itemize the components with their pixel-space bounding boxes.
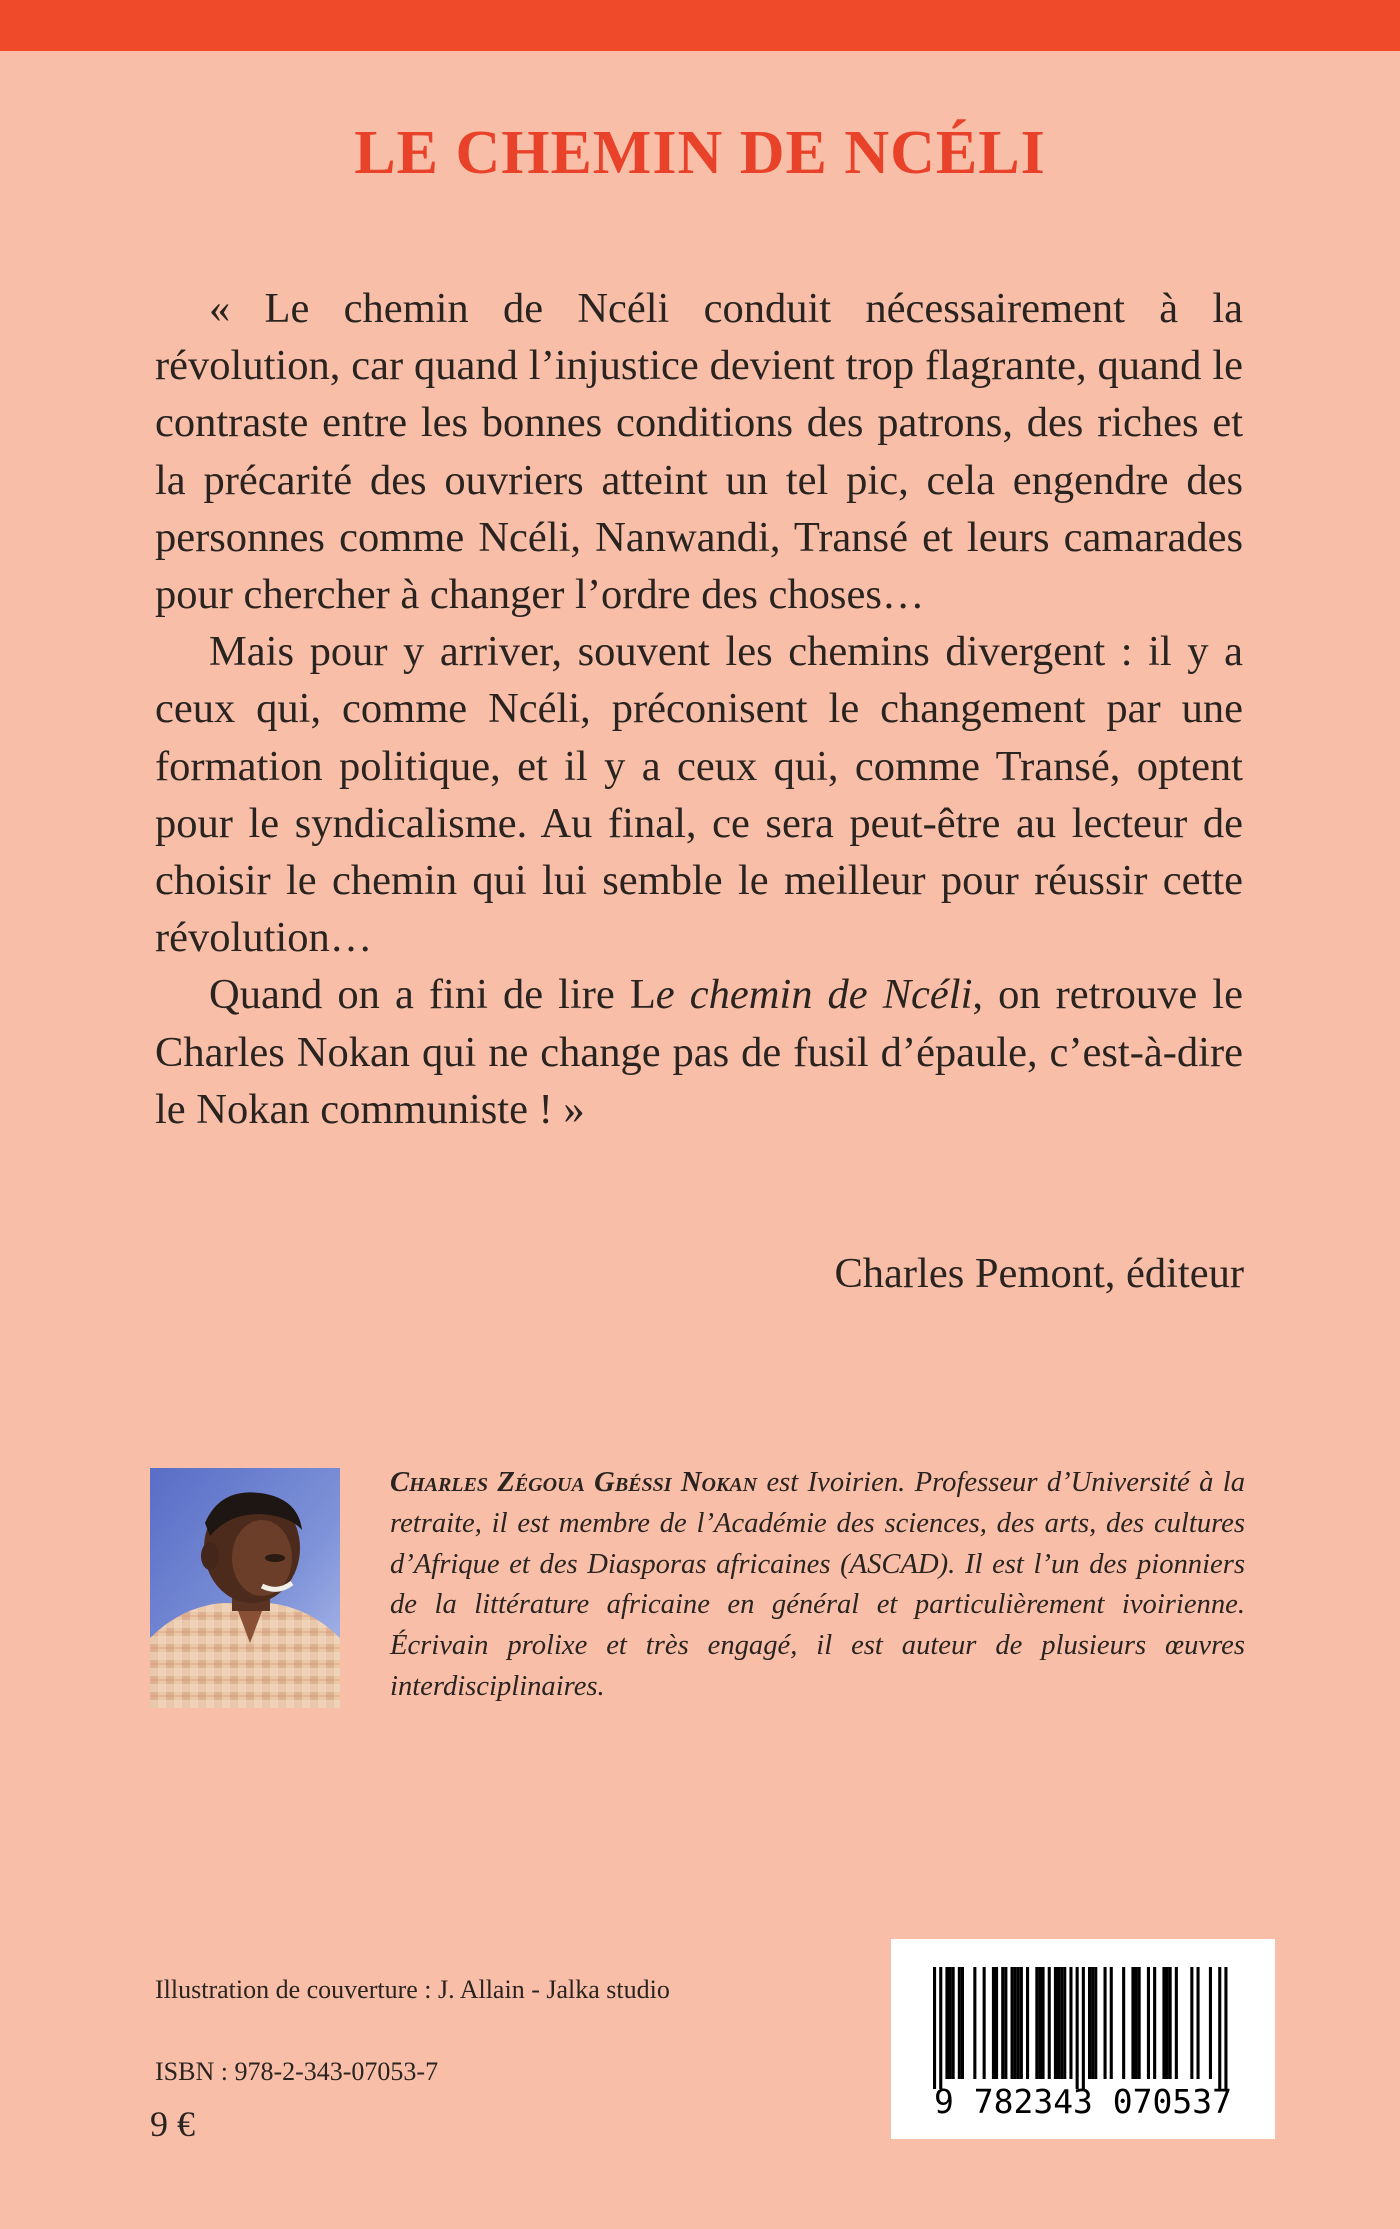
barcode-bar xyxy=(1014,1967,1017,2079)
quote-signature: Charles Pemont, éditeur xyxy=(834,1250,1244,1297)
barcode-bar xyxy=(949,1967,952,2079)
barcode-bar xyxy=(1094,1967,1097,2079)
barcode-bar xyxy=(1057,1967,1060,2079)
barcode-bar xyxy=(983,1967,986,2079)
barcode-bar xyxy=(1063,1967,1066,2079)
book-title: LE CHEMIN DE NCÉLI xyxy=(354,119,1046,187)
barcode-bar xyxy=(961,1967,964,2079)
barcode-bar xyxy=(1209,1967,1212,2079)
quote-p3-before: Quand on a fini de lire L xyxy=(209,971,656,1019)
barcode-bar xyxy=(992,1967,995,2079)
author-bio-text: est Ivoirien. Professeur d’Université à la retraite, il est membre de l’Académie des sciences, des arts, des cultures d’Afrique et des Diasporas africaines (ASCAD). Il est l’un des pionniers de la littérature africaine en général et particulièrement ivoirienne. Écrivain prolixe et très engagé, il est auteur de plusieurs œuvres interdisciplinaires. xyxy=(390,1467,1246,1702)
barcode-bars-icon xyxy=(933,1967,1228,2089)
barcode-bar xyxy=(1138,1967,1141,2079)
barcode-bar xyxy=(1076,1967,1079,2089)
barcode-bar xyxy=(1122,1967,1125,2079)
barcode-bar xyxy=(1038,1967,1041,2079)
barcode-bar xyxy=(1054,1967,1057,2079)
barcode-bar xyxy=(1190,1967,1193,2079)
barcode-bar xyxy=(939,1967,942,2089)
barcode-bar xyxy=(1011,1967,1014,2079)
barcode-bar xyxy=(1004,1967,1007,2079)
barcode-bar xyxy=(1026,1967,1029,2079)
isbn-number: ISBN : 978-2-343-07053-7 xyxy=(155,2057,439,2086)
barcode-bar xyxy=(1035,1967,1038,2079)
barcode-bar xyxy=(1169,1967,1172,2079)
barcode-bar xyxy=(1110,1967,1113,2079)
author-name: Charles Zégoua Gbéssi Nokan xyxy=(390,1467,758,1498)
quote-book-title: e chemin de Ncéli xyxy=(655,971,973,1019)
barcode-bar xyxy=(973,1967,976,2079)
barcode-bar xyxy=(1147,1967,1150,2079)
author-biography xyxy=(390,1463,1245,1708)
barcode-bar xyxy=(1048,1967,1051,2079)
barcode-bar xyxy=(1166,1967,1169,2079)
barcode-bar xyxy=(1153,1967,1156,2079)
barcode-bar xyxy=(1042,1967,1045,2079)
quote-paragraph-1: « Le chemin de Ncéli conduit nécessairement à la révolution, car quand l’injustice devient trop flagrante, quand le contraste entre les bonnes conditions des patrons, des riches et la précarité des ouvriers atteint un tel pic, cela engendre des personnes comme Ncéli, Nanwandi, Transé et leurs camarades pour chercher à changer l’ordre des choses… xyxy=(155,285,1243,619)
barcode-bar xyxy=(1060,1967,1063,2079)
top-color-band xyxy=(0,0,1400,51)
barcode-bar xyxy=(1069,1967,1072,2079)
quote-paragraph-3 xyxy=(155,966,1243,1138)
barcode-number: 9 782343 070537 xyxy=(933,2082,1233,2121)
barcode-bar xyxy=(1104,1967,1107,2079)
illustration-credit: Illustration de couverture : J. Allain - Jalka studio xyxy=(155,1975,670,2004)
barcode-bar xyxy=(1020,1967,1023,2079)
barcode-bar xyxy=(1224,1967,1227,2089)
barcode-bar xyxy=(1162,1967,1165,2079)
author-portrait-photo xyxy=(150,1468,340,1708)
barcode-bar xyxy=(952,1967,955,2079)
price: 9 € xyxy=(150,2104,195,2144)
barcode-bar xyxy=(1135,1967,1138,2079)
quote-paragraph-2: Mais pour y arriver, souvent les chemins divergent : il y a ceux qui, comme Ncéli, préconisent le changement par une formation politique, et il y a ceux qui, comme Transé, optent pour le syndicalisme. Au final, ce sera peut-être au lecteur de choisir le chemin qui lui semble le meilleur pour réussir cette révolution… xyxy=(155,628,1243,962)
barcode-bar xyxy=(933,1967,936,2089)
barcode-bar xyxy=(1131,1967,1134,2079)
barcode-bar xyxy=(1218,1967,1221,2089)
barcode-bar xyxy=(1082,1967,1085,2089)
barcode-bar xyxy=(945,1967,948,2079)
barcode-bar xyxy=(995,1967,998,2079)
barcode-bar xyxy=(1197,1967,1200,2079)
back-cover-quote xyxy=(155,280,1243,1138)
barcode-bar xyxy=(1175,1967,1178,2079)
barcode xyxy=(891,1939,1275,2139)
barcode-bar xyxy=(1001,1967,1004,2079)
barcode-bar xyxy=(1017,1967,1020,2079)
barcode-bar xyxy=(1091,1967,1094,2079)
barcode-bar xyxy=(1088,1967,1091,2079)
quote-p3-after: , on retrouve le Charles Nokan qui ne change pas de fusil d’épaule, c’est-à-dire le Nokan communiste ! » xyxy=(155,971,1243,1133)
barcode-bar xyxy=(958,1967,961,2079)
